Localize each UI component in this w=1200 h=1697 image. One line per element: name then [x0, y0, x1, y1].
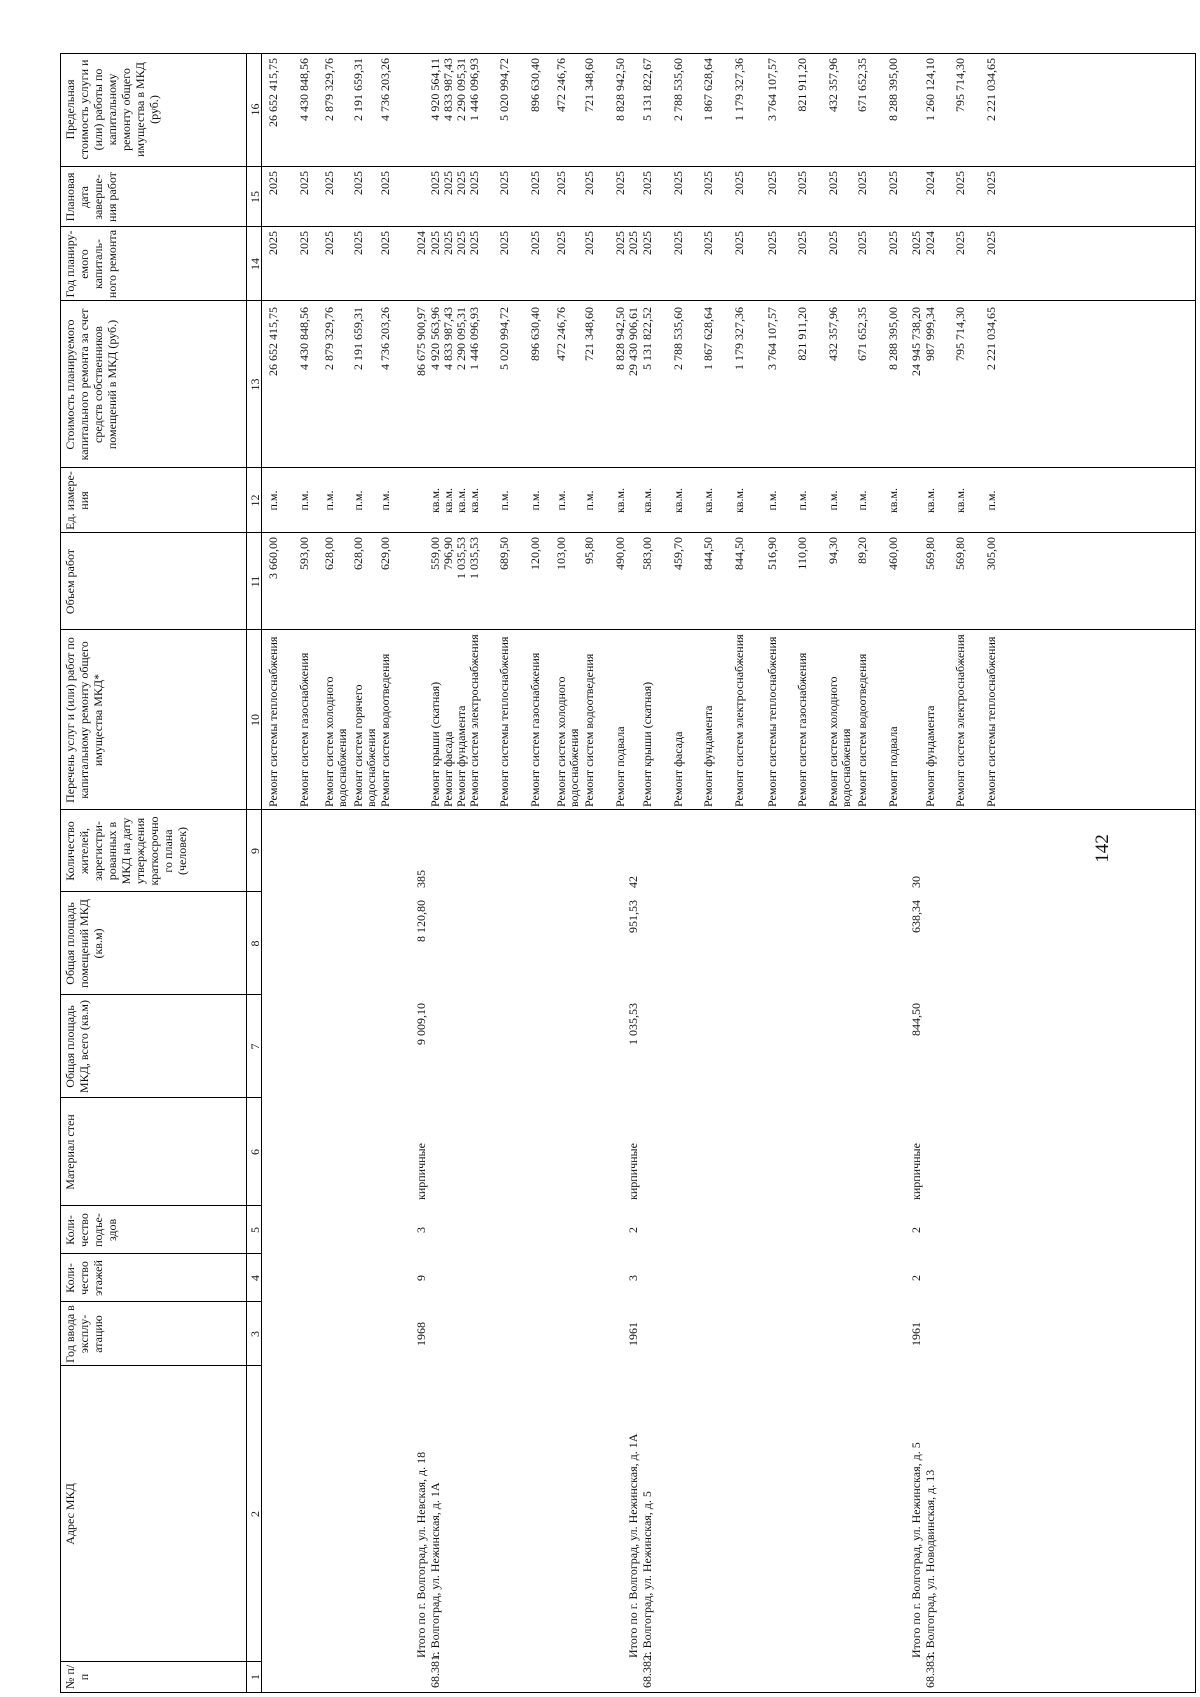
total-1a-total-residents: 42 — [626, 876, 640, 888]
house382-work-limit-cost: 432 357,96 — [826, 58, 840, 112]
house381-work-cost: 721 348,60 — [582, 307, 596, 361]
total-5-total-entrances: 2 — [909, 1227, 923, 1233]
total-5-total-label: Итого по г. Волгоград, ул. Нежинская, д. 5 — [909, 1442, 923, 1658]
house382-work-cost: 671 652,35 — [855, 307, 869, 361]
column-number: 9 — [248, 848, 262, 854]
house381-work-volume: 559,00 — [428, 537, 442, 570]
total-1a-total-area: 1 035,53 — [626, 1003, 640, 1045]
house382-work-name: Ремонт крыши (скатная) — [640, 681, 654, 807]
house382-work-unit: кв.м. — [640, 487, 654, 514]
house383-work-year: 2024 — [923, 231, 937, 255]
house383-work-end-date: 2024 — [923, 171, 937, 195]
house381-work-volume: 95,80 — [582, 537, 596, 564]
column-header-6: Материал стен — [63, 1114, 77, 1190]
house381-work-end-date: 2025 — [441, 171, 455, 195]
total-5-total-residents: 30 — [909, 876, 923, 888]
house382-work-unit: кв.м. — [732, 487, 746, 514]
house382-work-end-date: 2025 — [640, 171, 654, 195]
house382-work-name: Ремонт систем водоотведения — [855, 653, 869, 807]
house381-work-volume: 1 035,53 — [454, 537, 468, 579]
house382-work-end-date: 2025 — [732, 171, 746, 195]
house382-work-limit-cost: 8 288 395,00 — [886, 58, 900, 121]
block1-work-end-date: 2025 — [297, 171, 311, 195]
house382-work-year: 2025 — [886, 231, 900, 255]
house381-work-limit-cost: 4 833 987,43 — [441, 58, 455, 121]
house381-work-year: 2025 — [428, 231, 442, 255]
house383-work-volume: 569,80 — [923, 537, 937, 570]
total-5-total-floors: 2 — [909, 1275, 923, 1281]
capital-repair-table — [60, 53, 1196, 1693]
house381-work-end-date: 2025 — [554, 171, 568, 195]
column-divider — [61, 166, 1195, 167]
house381-work-unit: кв.м. — [454, 487, 468, 514]
house381-work-year: 2025 — [467, 231, 481, 255]
nevskaya-total-year: 1968 — [414, 1322, 428, 1346]
column-divider — [61, 226, 1195, 227]
column-divider — [61, 1253, 261, 1254]
block1-work-volume: 628,00 — [322, 537, 336, 570]
column-number: 5 — [248, 1227, 262, 1233]
house381-work-name: Ремонт подвала — [613, 726, 627, 807]
house381-work-unit: п.м. — [497, 490, 511, 511]
total-1a-total-entrances: 2 — [626, 1227, 640, 1233]
house382-work-name: Ремонт системы теплоснабжения — [765, 636, 779, 807]
house-382-address: г. Волгоград, ул. Нежинская, д. 5 — [640, 1491, 654, 1658]
column-number: 12 — [248, 494, 262, 507]
nevskaya-total-cost: 86 675 900,97 — [414, 307, 428, 376]
house382-work-unit: п.м. — [855, 490, 869, 511]
house381-work-end-date: 2025 — [613, 171, 627, 195]
nevskaya-total-area: 9 009,10 — [414, 1003, 428, 1045]
column-number: 15 — [248, 191, 262, 203]
total-5-total-rooms-area: 638,34 — [909, 900, 923, 933]
house383-work-cost: 987 999,34 — [923, 307, 937, 361]
column-header-8: Общая площадь помещений МКД (кв.м) — [63, 899, 105, 988]
house382-work-volume: 516,90 — [765, 537, 779, 570]
column-divider — [61, 1365, 261, 1366]
house381-work-unit: п.м. — [554, 490, 568, 511]
house382-work-end-date: 2025 — [855, 171, 869, 195]
block1-work-year: 2025 — [266, 231, 280, 255]
column-divider — [61, 629, 1195, 630]
house381-work-end-date: 2025 — [582, 171, 596, 195]
column-number: 16 — [248, 103, 262, 116]
house382-work-year: 2025 — [855, 231, 869, 255]
house381-work-unit: кв.м. — [441, 487, 455, 514]
page-number: 142 — [1092, 834, 1113, 863]
house382-work-volume: 89,20 — [855, 537, 869, 564]
column-header-14: Год планиру-емого капиталь-ного ремонта — [63, 229, 119, 299]
house382-work-name: Ремонт фасада — [671, 731, 685, 807]
house381-work-year: 2025 — [441, 231, 455, 255]
house381-work-cost: 2 290 095,31 — [454, 307, 468, 370]
house381-work-limit-cost: 4 920 564,11 — [428, 58, 442, 121]
block1-work-volume: 629,00 — [378, 537, 392, 570]
block1-work-end-date: 2025 — [266, 171, 280, 195]
column-header-7: Общая площадь МКД, всего (кв.м) — [63, 1000, 91, 1093]
block1-work-year: 2025 — [297, 231, 311, 255]
column-header-13: Стоимость планируемого капитального ремонта за счет средств собственников помещений в МКД (руб.) — [63, 308, 119, 461]
house381-work-limit-cost: 1 446 096,93 — [467, 58, 481, 121]
column-header-9: Количество жителей, зарегистри-рованных в МКД на дату утверждения краткосрочно го плана (человек) — [63, 816, 189, 886]
house381-work-unit: п.м. — [582, 490, 596, 511]
house381-work-name: Ремонт систем электроснабжения — [467, 634, 481, 807]
house381-work-end-date: 2025 — [467, 171, 481, 195]
house381-work-cost: 472 246,76 — [554, 307, 568, 361]
house382-work-unit: кв.м. — [671, 487, 685, 514]
nevskaya-total-material: кирпичные — [414, 1143, 428, 1200]
house383-work-limit-cost: 1 260 124,10 — [923, 58, 937, 121]
house-382-number: 68.382. — [640, 1652, 654, 1688]
column-number: 8 — [248, 940, 262, 947]
house381-work-limit-cost: 472 246,76 — [554, 58, 568, 112]
house383-work-cost: 795 714,30 — [953, 307, 967, 361]
column-number: 3 — [248, 1331, 262, 1337]
house382-work-name: Ремонт систем газоснабжения — [795, 652, 809, 807]
block1-work-unit: п.м. — [266, 490, 280, 511]
column-header-10: Перечень услуг и (или) работ по капитальному ремонту общего имущества МКД* — [63, 637, 105, 803]
total-1a-total-cost: 29 430 906,61 — [626, 307, 640, 376]
house381-work-name: Ремонт фасада — [441, 731, 455, 807]
house381-work-limit-cost: 5 020 994,72 — [497, 58, 511, 121]
house382-work-limit-cost: 821 911,20 — [795, 58, 809, 112]
column-header-12: Ед. измере-ния — [63, 471, 91, 530]
house382-work-limit-cost: 3 764 107,57 — [765, 58, 779, 121]
total-1a-total-label: Итого по г. Волгоград, ул. Нежинская, д. 1А — [626, 1433, 640, 1658]
house381-work-year: 2025 — [613, 231, 627, 255]
house381-work-volume: 796,90 — [441, 537, 455, 570]
house381-work-name: Ремонт систем водоотведения — [582, 653, 596, 807]
house382-work-unit: кв.м. — [701, 487, 715, 514]
house381-work-unit: кв.м. — [613, 487, 627, 514]
column-divider — [61, 994, 261, 995]
house383-work-volume: 569,80 — [953, 537, 967, 570]
header-divider — [246, 54, 247, 1692]
column-header-11: Объем работ — [63, 548, 77, 615]
house381-work-unit: п.м. — [528, 490, 542, 511]
house382-work-limit-cost: 671 652,35 — [855, 58, 869, 112]
block1-work-end-date: 2025 — [351, 171, 365, 195]
block1-work-cost: 2 191 659,31 — [351, 307, 365, 370]
total-1a-total-year-plan: 2025 — [626, 231, 640, 255]
house381-work-volume: 120,00 — [528, 537, 542, 570]
house381-work-year: 2025 — [554, 231, 568, 255]
block1-work-name: Ремонт систем горячего водоснабжения — [351, 684, 378, 807]
nevskaya-total-rooms-area: 8 120,80 — [414, 900, 428, 942]
block1-work-name: Ремонт систем газоснабжения — [297, 652, 311, 807]
house382-work-end-date: 2025 — [671, 171, 685, 195]
house381-work-end-date: 2025 — [497, 171, 511, 195]
block1-work-year: 2025 — [322, 231, 336, 255]
house381-work-volume: 689,50 — [497, 537, 511, 570]
block1-work-year: 2025 — [378, 231, 392, 255]
house382-work-year: 2025 — [795, 231, 809, 255]
house381-work-volume: 1 035,53 — [467, 537, 481, 579]
house382-work-year: 2025 — [701, 231, 715, 255]
block1-work-unit: п.м. — [322, 490, 336, 511]
block1-work-volume: 3 660,00 — [266, 537, 280, 579]
block1-work-volume: 593,00 — [297, 537, 311, 570]
house382-work-name: Ремонт систем электроснабжения — [732, 634, 746, 807]
column-number: 10 — [248, 714, 262, 726]
house383-work-end-date: 2025 — [984, 171, 998, 195]
column-header-2: Адрес МКД — [63, 1483, 77, 1545]
house382-work-end-date: 2025 — [795, 171, 809, 195]
house381-work-volume: 103,00 — [554, 537, 568, 570]
house382-work-year: 2025 — [671, 231, 685, 255]
house382-work-limit-cost: 1 867 628,64 — [701, 58, 715, 121]
block1-work-cost: 4 430 848,56 — [297, 307, 311, 370]
house382-work-cost: 8 288 395,00 — [886, 307, 900, 370]
nevskaya-total-entrances: 3 — [414, 1227, 428, 1233]
block1-work-cost: 26 652 415,75 — [266, 307, 280, 376]
house382-work-year: 2025 — [732, 231, 746, 255]
house382-work-volume: 844,50 — [732, 537, 746, 570]
house382-work-unit: п.м. — [826, 490, 840, 511]
column-divider — [61, 467, 1195, 468]
total-5-total-year-plan: 2025 — [909, 231, 923, 255]
house382-work-end-date: 2025 — [826, 171, 840, 195]
house381-work-name: Ремонт фундамента — [454, 705, 468, 807]
house381-work-year: 2025 — [582, 231, 596, 255]
column-header-5: Коли-чество подъе-здов — [63, 1213, 119, 1247]
house382-work-year: 2025 — [826, 231, 840, 255]
house381-work-cost: 896 630,40 — [528, 307, 542, 361]
house-381-number: 68.381. — [428, 1652, 442, 1688]
house383-work-unit: кв.м. — [953, 487, 967, 514]
house382-work-year: 2025 — [640, 231, 654, 255]
house383-work-name: Ремонт системы теплоснабжения — [984, 636, 998, 807]
house383-work-year: 2025 — [984, 231, 998, 255]
column-number: 1 — [248, 1674, 262, 1680]
nevskaya-total-residents: 385 — [414, 870, 428, 888]
total-5-total-year: 1961 — [909, 1322, 923, 1346]
house382-work-limit-cost: 5 131 822,67 — [640, 58, 654, 121]
house383-work-end-date: 2025 — [953, 171, 967, 195]
house382-work-unit: п.м. — [765, 490, 779, 511]
house381-work-year: 2025 — [528, 231, 542, 255]
house382-work-end-date: 2025 — [886, 171, 900, 195]
house381-work-name: Ремонт системы теплоснабжения — [497, 636, 511, 807]
block1-work-unit: п.м. — [351, 490, 365, 511]
block1-work-limit-cost: 4 430 848,56 — [297, 58, 311, 121]
house381-work-year: 2025 — [497, 231, 511, 255]
house382-work-cost: 5 131 822,52 — [640, 307, 654, 370]
block1-work-unit: п.м. — [378, 490, 392, 511]
house383-work-name: Ремонт систем электроснабжения — [953, 634, 967, 807]
house381-work-limit-cost: 2 290 095,31 — [454, 58, 468, 121]
block1-work-limit-cost: 26 652 415,75 — [266, 58, 280, 127]
block1-work-year: 2025 — [351, 231, 365, 255]
house382-work-limit-cost: 1 179 327,36 — [732, 58, 746, 121]
total-1a-total-material: кирпичные — [626, 1143, 640, 1200]
column-number: 11 — [248, 575, 262, 588]
house381-work-unit: кв.м. — [428, 487, 442, 514]
house382-work-volume: 583,00 — [640, 537, 654, 570]
column-divider — [61, 532, 1195, 533]
house382-work-cost: 821 911,20 — [795, 307, 809, 361]
house381-work-limit-cost: 721 348,60 — [582, 58, 596, 112]
house381-work-name: Ремонт крыши (скатная) — [428, 681, 442, 807]
house381-work-cost: 8 828 942,50 — [613, 307, 627, 370]
house381-work-name: Ремонт систем газоснабжения — [528, 652, 542, 807]
block1-work-end-date: 2025 — [322, 171, 336, 195]
column-number: 13 — [248, 378, 262, 391]
block1-work-limit-cost: 2 191 659,31 — [351, 58, 365, 121]
block1-work-end-date: 2025 — [378, 171, 392, 195]
house382-work-cost: 432 357,96 — [826, 307, 840, 361]
house381-work-end-date: 2025 — [428, 171, 442, 195]
column-number: 14 — [248, 258, 262, 270]
column-header-3: Год ввода в эксплу-атацию — [63, 1305, 105, 1363]
block1-work-name: Ремонт системы теплоснабжения — [266, 636, 280, 807]
house-381-address: г. Волгоград, ул. Нежинская, д. 1А — [428, 1482, 442, 1658]
block1-work-name: Ремонт систем холодного водоснабжения — [322, 676, 349, 807]
house381-work-volume: 490,00 — [613, 537, 627, 570]
house381-work-name: Ремонт систем холодного водоснабжения — [554, 676, 581, 807]
column-divider — [61, 1097, 261, 1098]
house382-work-volume: 460,00 — [886, 537, 900, 570]
total-5-total-area: 844,50 — [909, 1003, 923, 1036]
house381-work-end-date: 2025 — [454, 171, 468, 195]
block1-work-cost: 2 879 329,76 — [322, 307, 336, 370]
column-header-15: Плановая дата заверше-ния работ — [63, 172, 119, 222]
total-5-total-material: кирпичные — [909, 1143, 923, 1200]
house383-work-volume: 305,00 — [984, 537, 998, 570]
house382-work-end-date: 2025 — [701, 171, 715, 195]
house381-work-limit-cost: 896 630,40 — [528, 58, 542, 112]
house383-work-cost: 2 221 034,65 — [984, 307, 998, 370]
column-header-16: Предельная стоимость услуги и (или) работы по капитальному ремонту общего имущества в МКД (руб.) — [63, 59, 161, 160]
house383-work-unit: кв.м. — [923, 487, 937, 514]
house382-work-limit-cost: 2 788 535,60 — [671, 58, 685, 121]
column-divider — [61, 809, 1195, 810]
house383-work-limit-cost: 795 714,30 — [953, 58, 967, 112]
house382-work-volume: 459,70 — [671, 537, 685, 570]
column-number: 6 — [248, 1149, 262, 1155]
total-1a-total-floors: 3 — [626, 1275, 640, 1281]
house-383-number: 68.383. — [923, 1652, 937, 1688]
column-number: 7 — [248, 1043, 262, 1050]
house381-work-cost: 5 020 994,72 — [497, 307, 511, 370]
house382-work-end-date: 2025 — [765, 171, 779, 195]
house382-work-volume: 844,50 — [701, 537, 715, 570]
column-divider — [61, 891, 261, 892]
nevskaya-total-label: Итого по г. Волгоград, ул. Невская, д. 18 — [414, 1451, 428, 1658]
block1-work-volume: 628,00 — [351, 537, 365, 570]
house382-work-unit: п.м. — [795, 490, 809, 511]
total-1a-total-rooms-area: 951,53 — [626, 900, 640, 933]
house382-work-cost: 3 764 107,57 — [765, 307, 779, 370]
house383-work-name: Ремонт фундамента — [923, 705, 937, 807]
house383-work-unit: п.м. — [984, 490, 998, 511]
house381-work-cost: 4 833 987,43 — [441, 307, 455, 370]
block1-work-name: Ремонт систем водоотведения — [378, 653, 392, 807]
house381-work-cost: 1 446 096,93 — [467, 307, 481, 370]
house382-work-name: Ремонт систем холодного водоснабжения — [826, 676, 853, 807]
house381-work-unit: кв.м. — [467, 487, 481, 514]
nevskaya-total-floors: 9 — [414, 1275, 428, 1281]
block1-work-limit-cost: 2 879 329,76 — [322, 58, 336, 121]
house381-work-year: 2025 — [454, 231, 468, 255]
house382-work-cost: 1 179 327,36 — [732, 307, 746, 370]
house381-work-end-date: 2025 — [528, 171, 542, 195]
house382-work-unit: кв.м. — [886, 487, 900, 514]
column-header-1: № п/п — [63, 1664, 91, 1690]
column-header-4: Коли-чество этажей — [63, 1260, 105, 1296]
nevskaya-total-year-plan: 2024 — [414, 231, 428, 255]
house383-work-year: 2025 — [953, 231, 967, 255]
house381-work-cost: 4 920 563,96 — [428, 307, 442, 370]
house382-work-cost: 2 788 535,60 — [671, 307, 685, 370]
house382-work-cost: 1 867 628,64 — [701, 307, 715, 370]
house381-work-limit-cost: 8 828 942,50 — [613, 58, 627, 121]
house382-work-name: Ремонт подвала — [886, 726, 900, 807]
column-divider — [61, 1205, 261, 1206]
column-number: 4 — [248, 1275, 262, 1281]
house-383-address: г. Волгоград, ул. Новодвинская, д. 13 — [923, 1469, 937, 1658]
block1-work-limit-cost: 4 736 203,26 — [378, 58, 392, 121]
house383-work-limit-cost: 2 221 034,65 — [984, 58, 998, 121]
house382-work-volume: 110,00 — [795, 537, 809, 570]
column-divider — [61, 1661, 261, 1662]
column-divider — [61, 1301, 261, 1302]
house382-work-year: 2025 — [765, 231, 779, 255]
block1-work-cost: 4 736 203,26 — [378, 307, 392, 370]
house382-work-volume: 94,30 — [826, 537, 840, 564]
column-divider — [61, 300, 1195, 301]
column-number: 2 — [248, 1511, 262, 1517]
total-5-total-cost: 24 945 738,20 — [909, 307, 923, 376]
house382-work-name: Ремонт фундамента — [701, 705, 715, 807]
total-1a-total-year: 1961 — [626, 1322, 640, 1346]
block1-work-unit: п.м. — [297, 490, 311, 511]
